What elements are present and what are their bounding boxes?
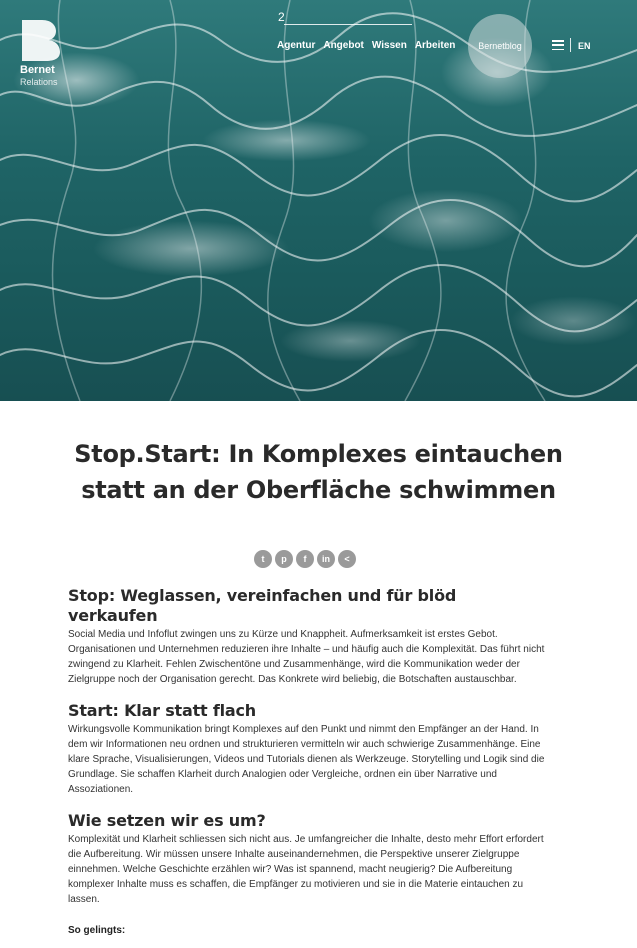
article-title: Stop.Start: In Komplexes eintauchen statt an der Oberfläche schwimmen [74, 440, 563, 504]
bernetblog-label: Bernetblog [478, 41, 522, 51]
pinterest-icon[interactable]: p [275, 550, 293, 568]
share-bar [254, 550, 356, 568]
main-nav [277, 40, 455, 51]
linkedin-icon[interactable]: in [317, 550, 335, 568]
nav-item-agentur[interactable]: Agentur [277, 40, 316, 51]
article-body [68, 586, 548, 936]
logo-subline: Relations [20, 77, 58, 87]
water-caustics-texture [0, 0, 637, 401]
twitter-icon[interactable]: t [254, 550, 272, 568]
facebook-icon[interactable]: f [296, 550, 314, 568]
nav-item-angebot[interactable]: Angebot [323, 40, 364, 51]
language-switch-en[interactable]: EN [578, 41, 591, 51]
nav-item-wissen[interactable]: Wissen [371, 40, 407, 51]
bernet-logo-icon [20, 18, 64, 62]
section-heading: Start: Klar statt flach [68, 701, 256, 720]
nav-marker: 2 [278, 10, 285, 24]
section-text: Komplexität und Klarheit schliessen sich nicht aus. Je umfangreicher die Inhalte, desto mehr Effort erfordert die Aufbereitung. Wir müssen unsere Inhalte auseinandernehmen, die Perspektive unserer Zielgruppe einnehmen. Welche Geschichte erzählen wir? Was ist spannend, macht neugierig? Die Aufbereitung komplexer Inhalte muss es schaffen, die Empfänger zu motivieren und sie in die Materie eintauchen zu lassen. [68, 834, 544, 905]
nav-item-arbeiten[interactable]: Arbeiten [414, 40, 456, 51]
subheading: So gelingts: [68, 925, 126, 936]
section-text: Wirkungsvolle Kommunikation bringt Komplexes auf den Punkt und nimmt den Empfänger an der Hand. In dem wir Informationen neu ordnen und strukturieren vermitteln wir auch schwierige Zusammenhänge. Eine klare Sprache, Visualisierungen, Videos und Tutorials dienen als Werkzeuge. Storytelling und Logik sind die Grundlage. Sie schaffen Klarheit durch Analogien oder Vergleiche, ordnen ein über Narrative und Assoziationen. [68, 724, 545, 795]
section-text: Social Media und Infoflut zwingen uns zu Kürze und Knappheit. Aufmerksamkeit ist erstes Gebot. Organisationen und Unternehmen reduzieren ihre Inhalte – und häufig auch die Komplexität. Das führt nicht zwingend zu Klarheit. Fehlen Zwischentöne und Zusammenhänge, wird die Kommunikation weder der Zielgruppe noch der Organisation gerecht. Das Konkrete wird beliebig, die Botschaften austauschbar. [68, 629, 545, 685]
hamburger-icon[interactable] [552, 40, 564, 50]
header-separator [570, 38, 571, 52]
hero-image [0, 0, 637, 401]
brand-logo[interactable] [20, 18, 80, 87]
share-icon[interactable]: < [338, 550, 356, 568]
section-heading: Stop: Weglassen, vereinfachen und für blöd verkaufen [68, 586, 457, 625]
bernetblog-button[interactable] [468, 14, 532, 78]
section-heading: Wie setzen wir es um? [68, 811, 266, 830]
nav-divider [284, 24, 412, 25]
logo-wordmark: Bernet [20, 64, 55, 76]
